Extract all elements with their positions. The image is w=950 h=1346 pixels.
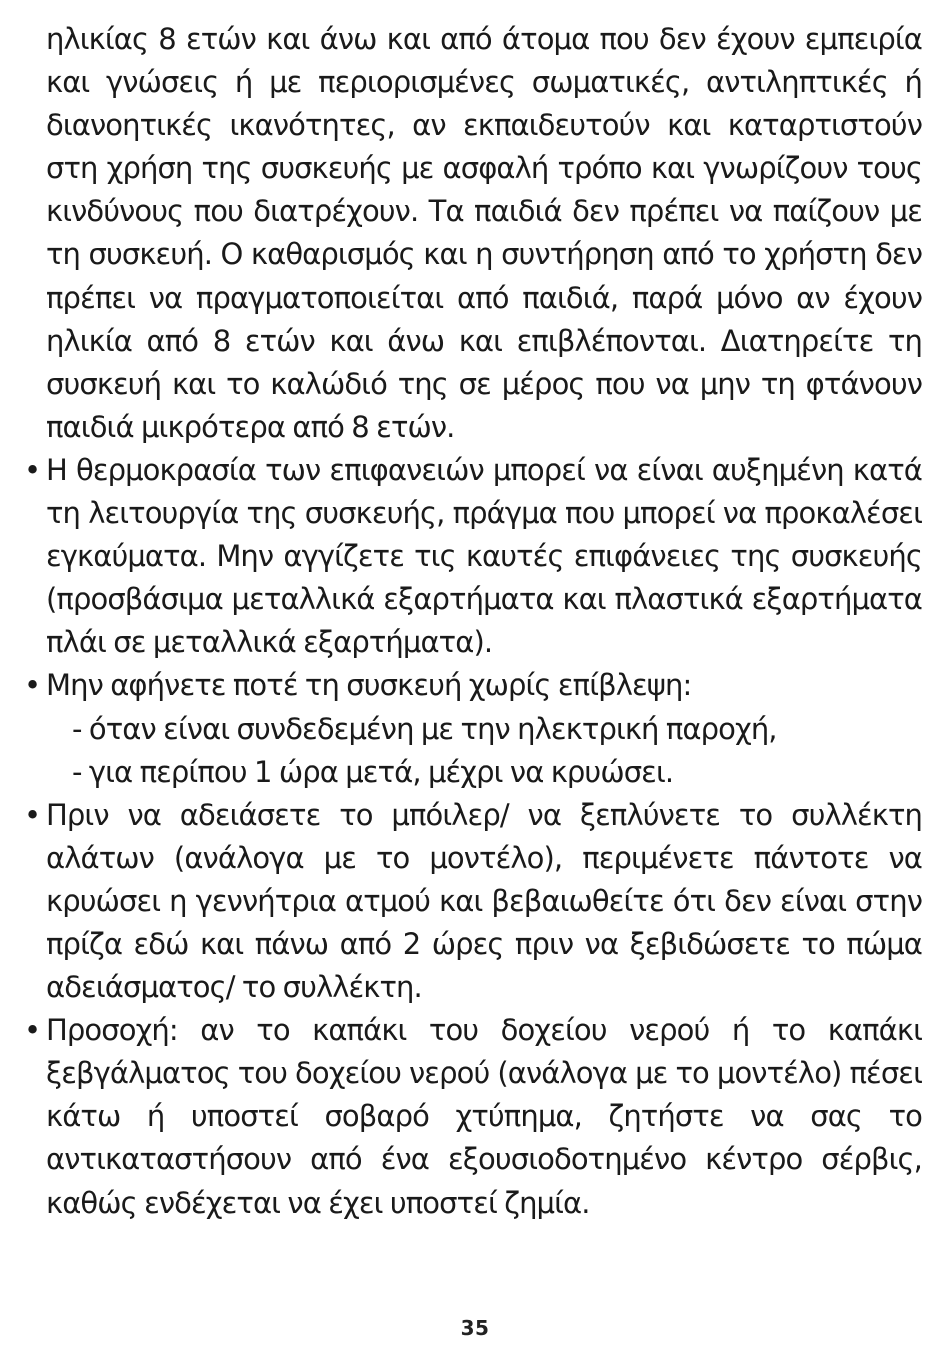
- intro-paragraph: ηλικίας 8 ετών και άνω και από άτομα που δεν έχουν εμπειρία και γνώσεις ή με περιορισμένες σωματικές, αντιληπτικές ή διανοητικές ικανότητες, αν εκπαιδευτούν και καταρτιστούν στη χρήση της συσκευής με ασφαλή τρόπο και γνωρίζουν τους κινδύνους που διατρέχουν. Τα παιδιά δεν πρέπει να παίζουν με τη συσκευή. Ο καθαρισμός και η συντήρηση από το χρήστη δεν πρέπει να πραγματοποιείται από παιδιά, παρά μόνο αν έχουν ηλικία από 8 ετών και άνω και επιβλέπονται. Διατηρείτε τη συσκευή και το καλώδιό της σε μέρος που να μην τη φτάνουν παιδιά μικρότερα από 8 ετών.: [46, 22, 922, 444]
- bullet-item-supervision: [24, 664, 922, 793]
- bullet-text: Η θερμοκρασία των επιφανειών μπορεί να είναι αυξημένη κατά τη λειτουργία της συσκευής, πράγμα που μπορεί να προκαλέσει εγκαύματα. Μην αγγίζετε τις καυτές επιφάνειες της συσκευής (προσβάσιμα μεταλλικά εξαρτήματα και πλαστικά εξαρτήματα πλάι σε μεταλλικά εξαρτήματα).: [46, 452, 922, 660]
- page-number: 35: [460, 1316, 490, 1340]
- bullet-icon: •: [24, 668, 41, 703]
- sub-list-item: - για περίπου 1 ώρα μετά, μέχρι να κρυώσει.: [72, 754, 674, 789]
- page-content: [24, 18, 922, 1225]
- bullet-item-boiler-emptying: [24, 794, 922, 1009]
- bullet-icon: •: [24, 452, 41, 487]
- bullet-item-water-tank-cap: [24, 1009, 922, 1224]
- sub-list: [46, 708, 922, 794]
- bullet-item-surface-temperature: [24, 449, 922, 664]
- bullet-text: Μην αφήνετε ποτέ τη συσκευή χωρίς επίβλεψη:: [46, 668, 692, 703]
- bullet-text: Πριν να αδειάσετε το μπόιλερ/ να ξεπλύνετε το συλλέκτη αλάτων (ανάλογα με το μοντέλο), περιμένετε πάντοτε να κρυώσει η γεννήτρια ατμού και βεβαιωθείτε ότι δεν είναι στην πρίζα εδώ και πάνω από 2 ώρες πριν να ξεβιδώσετε το πώμα αδειάσματος/ το συλλέκτη.: [46, 797, 922, 1005]
- bullet-icon: •: [24, 797, 41, 832]
- sub-list-item: - όταν είναι συνδεδεμένη με την ηλεκτρική παροχή,: [72, 711, 777, 746]
- bullet-icon: •: [24, 1013, 41, 1048]
- bullet-text: Προσοχή: αν το καπάκι του δοχείου νερού ή το καπάκι ξεβγάλματος του δοχείου νερού (ανάλογα με το μοντέλο) πέσει κάτω ή υποστεί σοβαρό χτύπημα, ζητήστε να σας το αντικαταστήσουν από ένα εξουσιοδοτημένο κέντρο σέρβις, καθώς ενδέχεται να έχει υποστεί ζημία.: [46, 1013, 922, 1220]
